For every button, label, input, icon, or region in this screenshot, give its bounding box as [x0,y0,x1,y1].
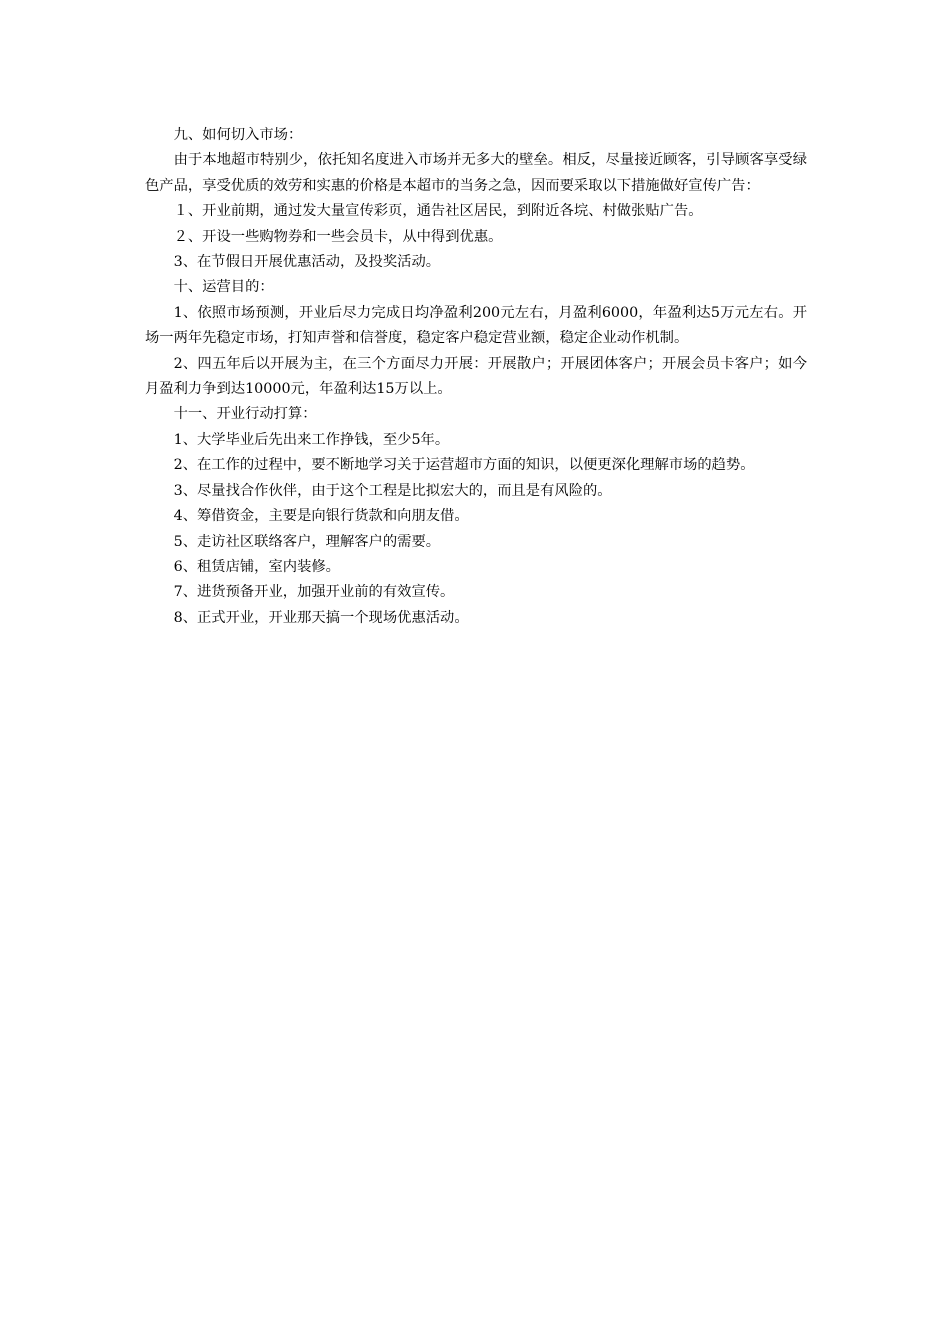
list-item-operating-goals-2: 2、四五年后以开展为主，在三个方面尽力开展：开展散户；开展团体客户；开展会员卡客户；如今月盈利力争到达10000元，年盈利达15万以上。 [145,355,807,398]
list-item-action-plan-4: 4、筹借资金，主要是向银行货款和向朋友借。 [173,508,469,525]
section-heading-action-plan: 十一、开业行动打算： [173,406,317,423]
list-item-action-plan-2: 2、在工作的过程中，要不断地学习关于运营超市方面的知识，以便更深化理解市场的趋势。 [173,457,755,474]
list-item-action-plan-3: 3、尽量找合作伙伴，由于这个工程是比拟宏大的，而且是有风险的。 [173,482,612,499]
list-item-market-entry-3: 3、在节假日开展优惠活动，及投奖活动。 [173,254,441,271]
list-item-action-plan-5: 5、走访社区联络客户，理解客户的需要。 [173,533,441,550]
document-body [145,123,807,631]
paragraph-market-entry-intro: 由于本地超市特别少，依托知名度进入市场并无多大的壁垒。相反，尽量接近顾客，引导顾客享受绿色产品，享受优质的效劳和实惠的价格是本超市的当务之急，因而要采取以下措施做好宣传广告： [145,152,807,194]
section-heading-operating-goals: 十、运营目的： [173,279,274,296]
section-heading-market-entry: 九、如何切入市场： [173,127,303,143]
list-item-market-entry-1: １、开业前期，通过发大量宣传彩页，通告社区居民，到附近各垸、村做张贴广告。 [173,203,703,220]
list-item-action-plan-1: 1、大学毕业后先出来工作挣钱，至少5年。 [173,431,450,448]
list-item-action-plan-7: 7、进货预备开业，加强开业前的有效宣传。 [173,584,455,601]
list-item-action-plan-8: 8、正式开业，开业那天搞一个现场优惠活动。 [173,609,469,626]
list-item-operating-goals-1: 1、依照市场预测，开业后尽力完成日均净盈利200元左右，月盈利6000，年盈利达5万元左右。开场一两年先稳定市场，打知声誉和信誉度，稳定客户稳定营业额，稳定企业动作机制。 [145,304,807,347]
list-item-action-plan-6: 6、租赁店铺，室内装修。 [173,558,340,575]
list-item-market-entry-2: ２、开设一些购物券和一些会员卡，从中得到优惠。 [173,228,503,245]
